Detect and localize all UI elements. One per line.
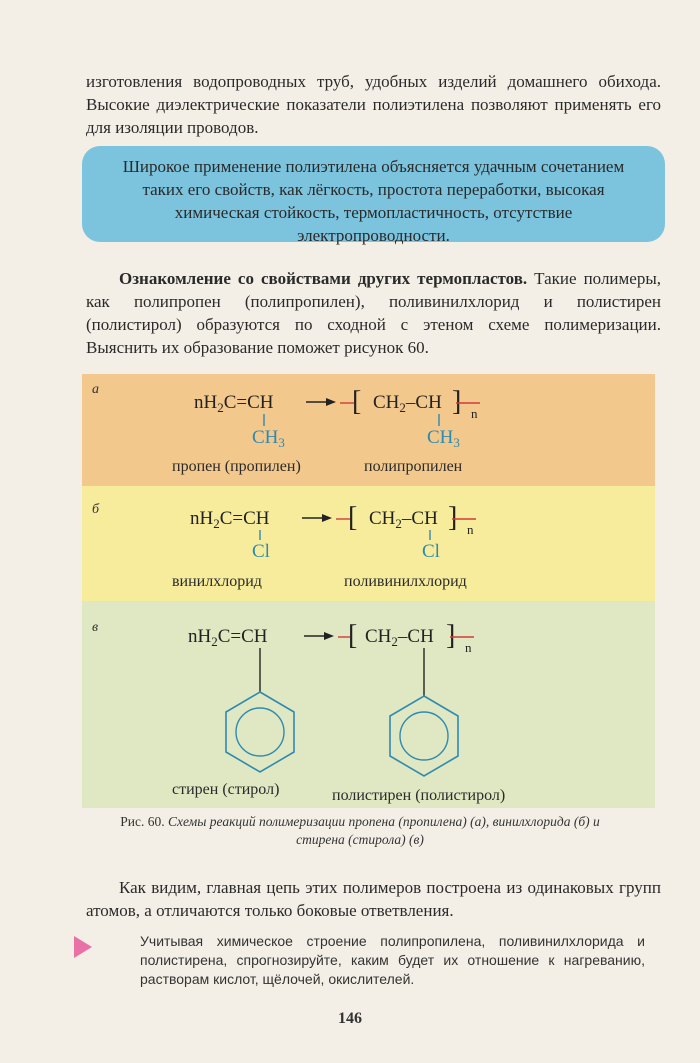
page-number: 146 bbox=[338, 1010, 362, 1027]
benzene-ring-monomer-icon bbox=[226, 692, 294, 772]
polymer-b-bracket-close: ] bbox=[448, 502, 458, 533]
polymer-c-bracket-close: ] bbox=[446, 620, 456, 651]
polymer-a-label: полипропилен bbox=[364, 458, 463, 475]
figure-60 bbox=[82, 374, 655, 808]
polymer-c-bracket-open: [ bbox=[348, 620, 358, 651]
caption-prefix: Рис. 60. bbox=[120, 814, 165, 829]
polymer-a-n: n bbox=[471, 406, 478, 421]
polymer-b-unit: $CH_2-CH$ bbox=[369, 508, 438, 531]
section-heading: Ознакомление со свойствами других термопластов. bbox=[119, 269, 528, 288]
caption-text: Схемы реакций полимеризации пропена (пропилена) (а), винилхлорида (б) и стирена (стирола) (в) bbox=[164, 814, 600, 847]
task-text: Учитывая химическое строение полипропилена, поливинилхлорида и полистирена, спрогнозируйте, каким будет их отношение к нагреванию, растворам кислот, щёлочей, окислителей. bbox=[140, 933, 645, 987]
polymer-c-unit: $CH_2-CH$ bbox=[365, 626, 434, 649]
conclusion-paragraph: Как видим, главная цепь этих полимеров построена из одинаковых групп атомов, а отличаются только боковые ответвления. bbox=[86, 878, 661, 920]
polymer-a-substituent: $CH_3$ bbox=[427, 427, 460, 450]
section-paragraph bbox=[86, 267, 661, 359]
monomer-c-label: стирен (стирол) bbox=[172, 781, 280, 798]
polymer-b-substituent: Cl bbox=[422, 541, 440, 562]
section-text: Такие полимеры, как полипропен (полипропилен), поливинилхлорид и полистирен (полистирол) образуются по сходной с этеном схеме полимеризации. Выяснить их образование поможет рисунок 60. bbox=[86, 269, 661, 357]
polymer-c-n: n bbox=[465, 640, 472, 655]
monomer-a-substituent: $CH_3$ bbox=[252, 427, 285, 450]
task-arrow-icon bbox=[72, 934, 94, 960]
panel-b-letter: б bbox=[92, 502, 100, 517]
monomer-b-substituent: Cl bbox=[252, 541, 270, 562]
figure-caption bbox=[110, 813, 610, 849]
arrow-c bbox=[304, 632, 334, 640]
panel-a-reaction bbox=[172, 386, 480, 475]
top-paragraph: изготовления водопроводных труб, удобных изделий домашнего обихода. Высокие диэлектрические показатели полиэтилена позволяют применять его для изоляции проводов. bbox=[86, 72, 661, 137]
polymer-b-label: поливинилхлорид bbox=[344, 573, 467, 590]
monomer-c: $nH_2C=CH$ bbox=[188, 626, 268, 649]
arrow-a bbox=[306, 398, 336, 406]
monomer-b-label: винилхлорид bbox=[172, 573, 262, 590]
panel-c-letter: в bbox=[92, 620, 99, 635]
callout-text: Широкое применение полиэтилена объясняется удачным сочетанием таких его свойств, как лёгкость, простота переработки, высокая химическая стойкость, термопластичность, отсутствие электропроводности. bbox=[122, 157, 625, 245]
panel-c-reaction bbox=[172, 620, 505, 804]
benzene-ring-polymer-icon bbox=[390, 696, 458, 776]
panel-a-letter: а bbox=[92, 382, 99, 397]
panel-b-reaction bbox=[172, 502, 476, 590]
polymer-c-label: полистирен (полистирол) bbox=[332, 787, 506, 804]
polymer-b-bracket-open: [ bbox=[348, 502, 358, 533]
callout-box bbox=[82, 146, 665, 245]
polymer-a-unit: $CH_2-CH$ bbox=[373, 392, 442, 415]
arrow-b bbox=[302, 514, 332, 522]
monomer-a: $nH_2C=CH$ bbox=[194, 392, 274, 415]
polymer-b-n: n bbox=[467, 522, 474, 537]
monomer-a-label: пропен (пропилен) bbox=[172, 458, 301, 475]
polymer-a-bracket-open: [ bbox=[352, 386, 362, 417]
polymer-a-bracket-close: ] bbox=[452, 386, 462, 417]
monomer-b: $nH_2C=CH$ bbox=[190, 508, 270, 531]
reaction-schemes bbox=[82, 374, 655, 808]
